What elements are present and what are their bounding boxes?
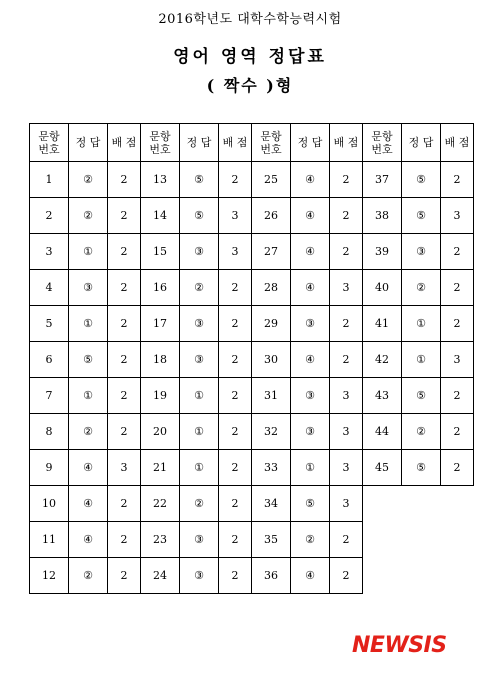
score-cell: 2 <box>219 558 252 594</box>
empty-cell <box>363 522 402 558</box>
question-number-cell: 28 <box>252 270 291 306</box>
question-number-cell: 20 <box>141 414 180 450</box>
answer-cell: ② <box>402 414 441 450</box>
header-score: 배 점 <box>108 124 141 162</box>
score-cell: 2 <box>219 270 252 306</box>
answer-cell: ⑤ <box>402 450 441 486</box>
header-number-line1: 문항 <box>371 129 393 143</box>
empty-cell <box>402 486 441 522</box>
answer-cell: ④ <box>291 558 330 594</box>
score-cell: 3 <box>330 270 363 306</box>
score-cell: 2 <box>441 450 474 486</box>
score-cell: 2 <box>330 558 363 594</box>
question-number-cell: 43 <box>363 378 402 414</box>
answer-cell: ③ <box>180 306 219 342</box>
score-cell: 2 <box>330 522 363 558</box>
empty-cell <box>441 522 474 558</box>
question-number-cell: 39 <box>363 234 402 270</box>
score-cell: 2 <box>108 162 141 198</box>
table-row <box>30 450 474 486</box>
question-number-cell: 26 <box>252 198 291 234</box>
score-cell: 2 <box>441 162 474 198</box>
question-number-cell: 32 <box>252 414 291 450</box>
header-answer: 정 답 <box>291 124 330 162</box>
table-row <box>30 378 474 414</box>
answer-cell: ④ <box>291 270 330 306</box>
question-number-cell: 23 <box>141 522 180 558</box>
table-row <box>30 558 474 594</box>
header-answer: 정 답 <box>180 124 219 162</box>
question-number-cell: 2 <box>30 198 69 234</box>
question-number-cell: 7 <box>30 378 69 414</box>
answer-cell: ② <box>69 198 108 234</box>
score-cell: 2 <box>441 270 474 306</box>
question-number-cell: 12 <box>30 558 69 594</box>
score-cell: 3 <box>441 342 474 378</box>
score-cell: 3 <box>330 378 363 414</box>
header-question-number <box>252 124 291 162</box>
score-cell: 2 <box>108 270 141 306</box>
question-number-cell: 38 <box>363 198 402 234</box>
empty-cell <box>441 558 474 594</box>
question-number-cell: 10 <box>30 486 69 522</box>
score-cell: 2 <box>219 450 252 486</box>
question-number-cell: 14 <box>141 198 180 234</box>
empty-cell <box>363 486 402 522</box>
question-number-cell: 18 <box>141 342 180 378</box>
question-number-cell: 6 <box>30 342 69 378</box>
answer-cell: ③ <box>291 414 330 450</box>
question-number-cell: 25 <box>252 162 291 198</box>
question-number-cell: 27 <box>252 234 291 270</box>
score-cell: 2 <box>330 234 363 270</box>
score-cell: 2 <box>441 378 474 414</box>
answer-cell: ⑤ <box>180 198 219 234</box>
answer-cell: ④ <box>69 522 108 558</box>
answer-cell: ① <box>402 342 441 378</box>
question-number-cell: 22 <box>141 486 180 522</box>
answer-cell: ③ <box>180 234 219 270</box>
answer-cell: ④ <box>291 342 330 378</box>
question-number-cell: 21 <box>141 450 180 486</box>
question-number-cell: 37 <box>363 162 402 198</box>
answer-cell: ⑤ <box>69 342 108 378</box>
answer-cell: ② <box>402 270 441 306</box>
answer-cell: ② <box>69 558 108 594</box>
header-number-line1: 문항 <box>260 129 282 143</box>
question-number-cell: 8 <box>30 414 69 450</box>
answer-cell: ⑤ <box>291 486 330 522</box>
answer-table <box>29 123 474 594</box>
score-cell: 2 <box>108 414 141 450</box>
score-cell: 2 <box>108 378 141 414</box>
header-score: 배 점 <box>441 124 474 162</box>
table-row <box>30 522 474 558</box>
question-number-cell: 35 <box>252 522 291 558</box>
score-cell: 2 <box>219 342 252 378</box>
answer-cell: ⑤ <box>180 162 219 198</box>
question-number-cell: 40 <box>363 270 402 306</box>
newsis-logo: NEWSIS <box>352 633 447 658</box>
exam-title: 2016학년도 대학수학능력시험 <box>158 12 342 27</box>
question-number-cell: 36 <box>252 558 291 594</box>
score-cell: 3 <box>219 234 252 270</box>
answer-cell: ② <box>69 162 108 198</box>
score-cell: 2 <box>219 306 252 342</box>
answer-cell: ③ <box>291 306 330 342</box>
answer-cell: ⑤ <box>402 378 441 414</box>
score-cell: 3 <box>441 198 474 234</box>
header-number-line2: 번호 <box>260 142 282 156</box>
score-cell: 2 <box>330 306 363 342</box>
question-number-cell: 33 <box>252 450 291 486</box>
answer-cell: ④ <box>291 198 330 234</box>
score-cell: 3 <box>330 486 363 522</box>
score-cell: 2 <box>330 198 363 234</box>
score-cell: 2 <box>108 486 141 522</box>
score-cell: 2 <box>108 234 141 270</box>
question-number-cell: 16 <box>141 270 180 306</box>
table-row <box>30 270 474 306</box>
question-number-cell: 13 <box>141 162 180 198</box>
answer-cell: ④ <box>69 450 108 486</box>
score-cell: 3 <box>330 414 363 450</box>
score-cell: 2 <box>441 306 474 342</box>
answer-cell: ② <box>291 522 330 558</box>
score-cell: 2 <box>219 378 252 414</box>
table-row <box>30 342 474 378</box>
question-number-cell: 42 <box>363 342 402 378</box>
answer-cell: ① <box>69 378 108 414</box>
answer-cell: ① <box>69 234 108 270</box>
answer-cell: ① <box>291 450 330 486</box>
score-cell: 2 <box>108 306 141 342</box>
answer-cell: ① <box>180 378 219 414</box>
question-number-cell: 17 <box>141 306 180 342</box>
question-number-cell: 31 <box>252 378 291 414</box>
answer-cell: ③ <box>180 558 219 594</box>
answer-cell: ③ <box>69 270 108 306</box>
question-number-cell: 15 <box>141 234 180 270</box>
question-number-cell: 11 <box>30 522 69 558</box>
answer-cell: ③ <box>180 522 219 558</box>
answer-cell: ② <box>69 414 108 450</box>
answer-cell: ④ <box>291 234 330 270</box>
score-cell: 2 <box>108 198 141 234</box>
table-row <box>30 162 474 198</box>
header-answer: 정 답 <box>402 124 441 162</box>
score-cell: 2 <box>219 162 252 198</box>
answer-cell: ④ <box>69 486 108 522</box>
score-cell: 3 <box>219 198 252 234</box>
answer-cell: ⑤ <box>402 198 441 234</box>
header-number-line2: 번호 <box>149 142 171 156</box>
score-cell: 2 <box>441 414 474 450</box>
score-cell: 2 <box>330 342 363 378</box>
table-row <box>30 234 474 270</box>
score-cell: 2 <box>108 342 141 378</box>
answer-cell: ① <box>180 414 219 450</box>
header-number-line1: 문항 <box>149 129 171 143</box>
document-title: 영어 영역 정답표 <box>173 47 327 67</box>
header-number-line2: 번호 <box>38 142 60 156</box>
answer-cell: ⑤ <box>402 162 441 198</box>
empty-cell <box>363 558 402 594</box>
score-cell: 3 <box>330 450 363 486</box>
question-number-cell: 30 <box>252 342 291 378</box>
question-number-cell: 1 <box>30 162 69 198</box>
table-row <box>30 414 474 450</box>
question-number-cell: 5 <box>30 306 69 342</box>
answer-cell: ① <box>69 306 108 342</box>
header-row <box>30 124 474 162</box>
score-cell: 2 <box>108 558 141 594</box>
answer-cell: ② <box>180 270 219 306</box>
answer-cell: ① <box>402 306 441 342</box>
header-score: 배 점 <box>330 124 363 162</box>
score-cell: 2 <box>330 162 363 198</box>
score-cell: 2 <box>219 414 252 450</box>
header-number-line2: 번호 <box>371 142 393 156</box>
table-row <box>30 198 474 234</box>
score-cell: 2 <box>441 234 474 270</box>
table-row <box>30 306 474 342</box>
answer-cell: ③ <box>291 378 330 414</box>
answer-table-body <box>30 124 474 594</box>
question-number-cell: 4 <box>30 270 69 306</box>
question-number-cell: 44 <box>363 414 402 450</box>
score-cell: 2 <box>219 486 252 522</box>
score-cell: 3 <box>108 450 141 486</box>
question-number-cell: 3 <box>30 234 69 270</box>
question-number-cell: 9 <box>30 450 69 486</box>
question-number-cell: 45 <box>363 450 402 486</box>
answer-cell: ② <box>180 486 219 522</box>
empty-cell <box>402 558 441 594</box>
answer-cell: ③ <box>180 342 219 378</box>
question-number-cell: 29 <box>252 306 291 342</box>
question-number-cell: 34 <box>252 486 291 522</box>
header-question-number <box>363 124 402 162</box>
header-number-line1: 문항 <box>38 129 60 143</box>
answer-cell: ③ <box>402 234 441 270</box>
document-subtitle: ( 짝수 )형 <box>206 76 294 95</box>
score-cell: 2 <box>108 522 141 558</box>
answer-cell: ④ <box>291 162 330 198</box>
question-number-cell: 41 <box>363 306 402 342</box>
header-question-number <box>141 124 180 162</box>
score-cell: 2 <box>219 522 252 558</box>
empty-cell <box>402 522 441 558</box>
empty-cell <box>441 486 474 522</box>
header-score: 배 점 <box>219 124 252 162</box>
header-answer: 정 답 <box>69 124 108 162</box>
header-question-number <box>30 124 69 162</box>
table-row <box>30 486 474 522</box>
answer-cell: ① <box>180 450 219 486</box>
question-number-cell: 19 <box>141 378 180 414</box>
question-number-cell: 24 <box>141 558 180 594</box>
